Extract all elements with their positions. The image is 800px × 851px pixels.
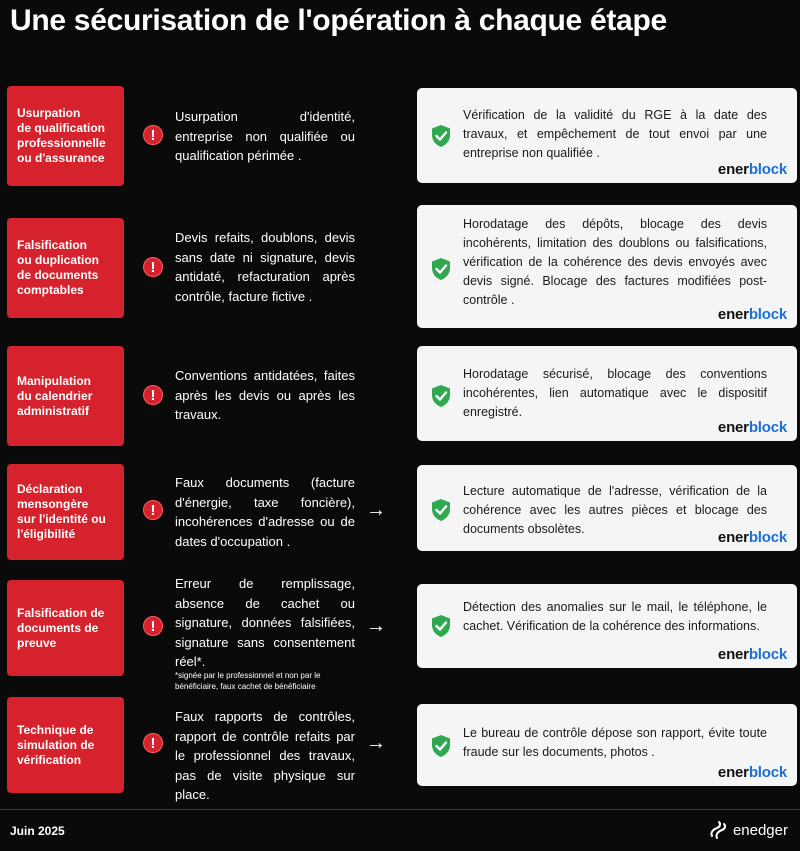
arrow-icon: → — [366, 499, 386, 521]
risk-text: Erreur de remplissage, absence de cachet ou signature, données falsifiées, signature sans consentement réel*. — [175, 576, 355, 669]
category-label: Usurpation de qualification professionnelle ou d'assurance — [17, 106, 106, 165]
category-label: Déclaration mensongère sur l'identité ou l'éligibilité — [17, 482, 106, 541]
risk-text: Usurpation d'identité, entreprise non qualifiée ou qualification périmée . — [175, 109, 355, 163]
category-box — [7, 464, 124, 560]
risk-text: Devis refaits, doublons, devis sans date ni signature, devis antidaté, refacturation après contrôle, facture fictive . — [175, 230, 355, 304]
brand-part-2: block — [748, 419, 787, 436]
category-box — [7, 697, 124, 793]
solution-card — [417, 205, 797, 328]
brand-part-2: block — [748, 306, 787, 323]
category-box — [7, 86, 124, 186]
brand-part-2: block — [748, 646, 787, 663]
solution-text: Vérification de la validité du RGE à la date des travaux, et empêchement de tout envoi par une entreprise non qualifiée . — [463, 108, 767, 160]
risk-text: Faux rapports de contrôles, rapport de contrôle refaits par le professionnel des travaux, pas de visite physique sur place. — [175, 709, 355, 802]
shield-check-icon — [431, 498, 451, 522]
category-box — [7, 346, 124, 446]
enerblock-logo — [718, 306, 787, 323]
enerblock-logo — [718, 529, 787, 546]
enerblock-logo — [718, 646, 787, 663]
solution-text: Lecture automatique de l'adresse, vérification de la cohérence avec les autres pièces et blocage des documents obsolètes. — [463, 484, 767, 536]
warning-icon: ! — [143, 733, 163, 753]
brand-part-1: ener — [717, 419, 749, 436]
brand-part-2: block — [748, 764, 787, 781]
category-label: Manipulation du calendrier administratif — [17, 373, 93, 418]
warning-icon: ! — [143, 616, 163, 636]
shield-check-icon — [431, 614, 451, 638]
solution-card — [417, 584, 797, 668]
shield-check-icon — [431, 734, 451, 758]
solution-card — [417, 88, 797, 183]
solution-card — [417, 465, 797, 551]
footer-divider — [0, 809, 800, 810]
enedger-logo-icon — [708, 820, 728, 840]
enedger-logo — [708, 820, 788, 840]
warning-icon: ! — [143, 257, 163, 277]
category-label: Technique de simulation de vérification — [17, 722, 95, 767]
enerblock-logo — [718, 764, 787, 781]
solution-text: Détection des anomalies sur le mail, le téléphone, le cachet. Vérification de la cohérence des informations. — [463, 600, 767, 633]
brand-part-1: ener — [717, 646, 749, 663]
page-title: Une sécurisation de l'opération à chaque étape — [10, 4, 667, 37]
footer-date: Juin 2025 — [10, 824, 65, 838]
category-box — [7, 580, 124, 676]
warning-icon: ! — [143, 500, 163, 520]
brand-part-1: ener — [717, 764, 749, 781]
solution-card — [417, 346, 797, 441]
category-box — [7, 218, 124, 318]
risk-footnote: *signée par le professionnel et non par le bénéficiaire, faux cachet de bénéficiaire — [175, 671, 321, 691]
arrow-icon: → — [366, 615, 386, 637]
enerblock-logo — [718, 161, 787, 178]
brand-part-1: ener — [717, 161, 749, 178]
brand-part-2: block — [748, 529, 787, 546]
shield-check-icon — [431, 257, 451, 281]
solution-text: Le bureau de contrôle dépose son rapport, évite toute fraude sur les documents, photos . — [463, 726, 767, 759]
risk-text: Faux documents (facture d'énergie, taxe foncière), incohérences d'adresse ou de dates d'occupation . — [175, 475, 355, 549]
enedger-logo-text: enedger — [732, 821, 788, 839]
category-label: Falsification ou duplication de documents comptables — [17, 238, 99, 297]
brand-part-2: block — [748, 161, 787, 178]
shield-check-icon — [431, 124, 451, 148]
shield-check-icon — [431, 384, 451, 408]
brand-part-1: ener — [717, 529, 749, 546]
enerblock-logo — [718, 419, 787, 436]
warning-icon: ! — [143, 125, 163, 145]
solution-text: Horodatage sécurisé, blocage des conventions incohérentes, lien automatique avec le dispositif enregistré. — [463, 367, 767, 419]
solution-card — [417, 704, 797, 786]
risk-text: Conventions antidatées, faites après les devis ou après les travaux. — [175, 368, 355, 422]
arrow-icon: → — [366, 732, 386, 754]
solution-text: Horodatage des dépôts, blocage des devis incohérents, limitation des doublons ou falsifications, vérification de la cohérence des devis envoyés avec devis signé. Blocage des factures modifiées post-contrôle . — [463, 217, 767, 307]
warning-icon: ! — [143, 385, 163, 405]
category-label: Falsification de documents de preuve — [17, 605, 105, 650]
brand-part-1: ener — [717, 306, 749, 323]
